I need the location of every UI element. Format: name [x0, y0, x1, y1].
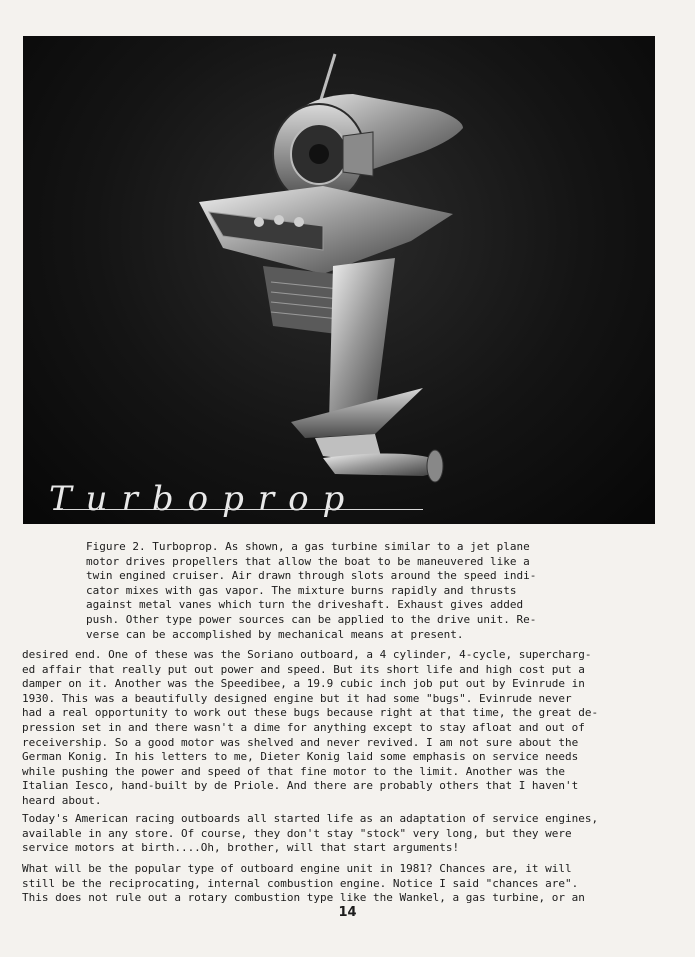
- body-paragraph: Today's American racing outboards all started life as an adaptation of service engines, available in any store. Of course, they don't stay "stock" very long, but they were service motors at birth....Oh, brother, will that start arguments!: [22, 812, 599, 855]
- page-number: 14: [338, 905, 357, 920]
- figure-title-lettering: Turboprop: [49, 479, 359, 519]
- body-paragraph: What will be the popular type of outboard engine unit in 1981? Chances are, it will still be the reciprocating, internal combustion engine. Notice I said "chances are". This does not rule out a rotary combustion type like the Wankel, a gas turbine, or an: [22, 862, 585, 905]
- turboprop-photo: [23, 36, 655, 524]
- figure-caption: Figure 2. Turboprop. As shown, a gas turbine similar to a jet plane motor drives propellers that allow the boat to be maneuvered like a twin engined cruiser. Air drawn through slots around the speed indi- cator mixes with gas vapor. The mixture burns rapidly and thrusts against metal vanes which turn the driveshaft. Exhaust gives added push. Other type power sources can be applied to the drive unit. Re- verse can be accomplished by mechanical means at present.: [86, 540, 537, 641]
- turboprop-motor-illustration: [23, 36, 655, 524]
- body-paragraph: desired end. One of these was the Soriano outboard, a 4 cylinder, 4-cycle, supercharg- ed affair that really put out power and speed. But its short life and high cost put a damper on it. Another was the Speedibee, a 19.9 cubic inch job put out by Evinrude in 1930. This was a beautifully designed engine but it had some "bugs". Evinrude never had a real opportunity to work out these bugs because right at that time, the great de- pression set in and there wasn't a dime for anything except to stay afloat and out of receivership. So a good motor was shelved and never revived. I am not sure about the German Konig. In his letters to me, Dieter Konig laid some emphasis on service needs while pushing the power and speed of that fine motor to the limit. Another was the Italian Iesco, hand-built by de Priole. And there are probably others that I haven't heard about.: [22, 648, 599, 807]
